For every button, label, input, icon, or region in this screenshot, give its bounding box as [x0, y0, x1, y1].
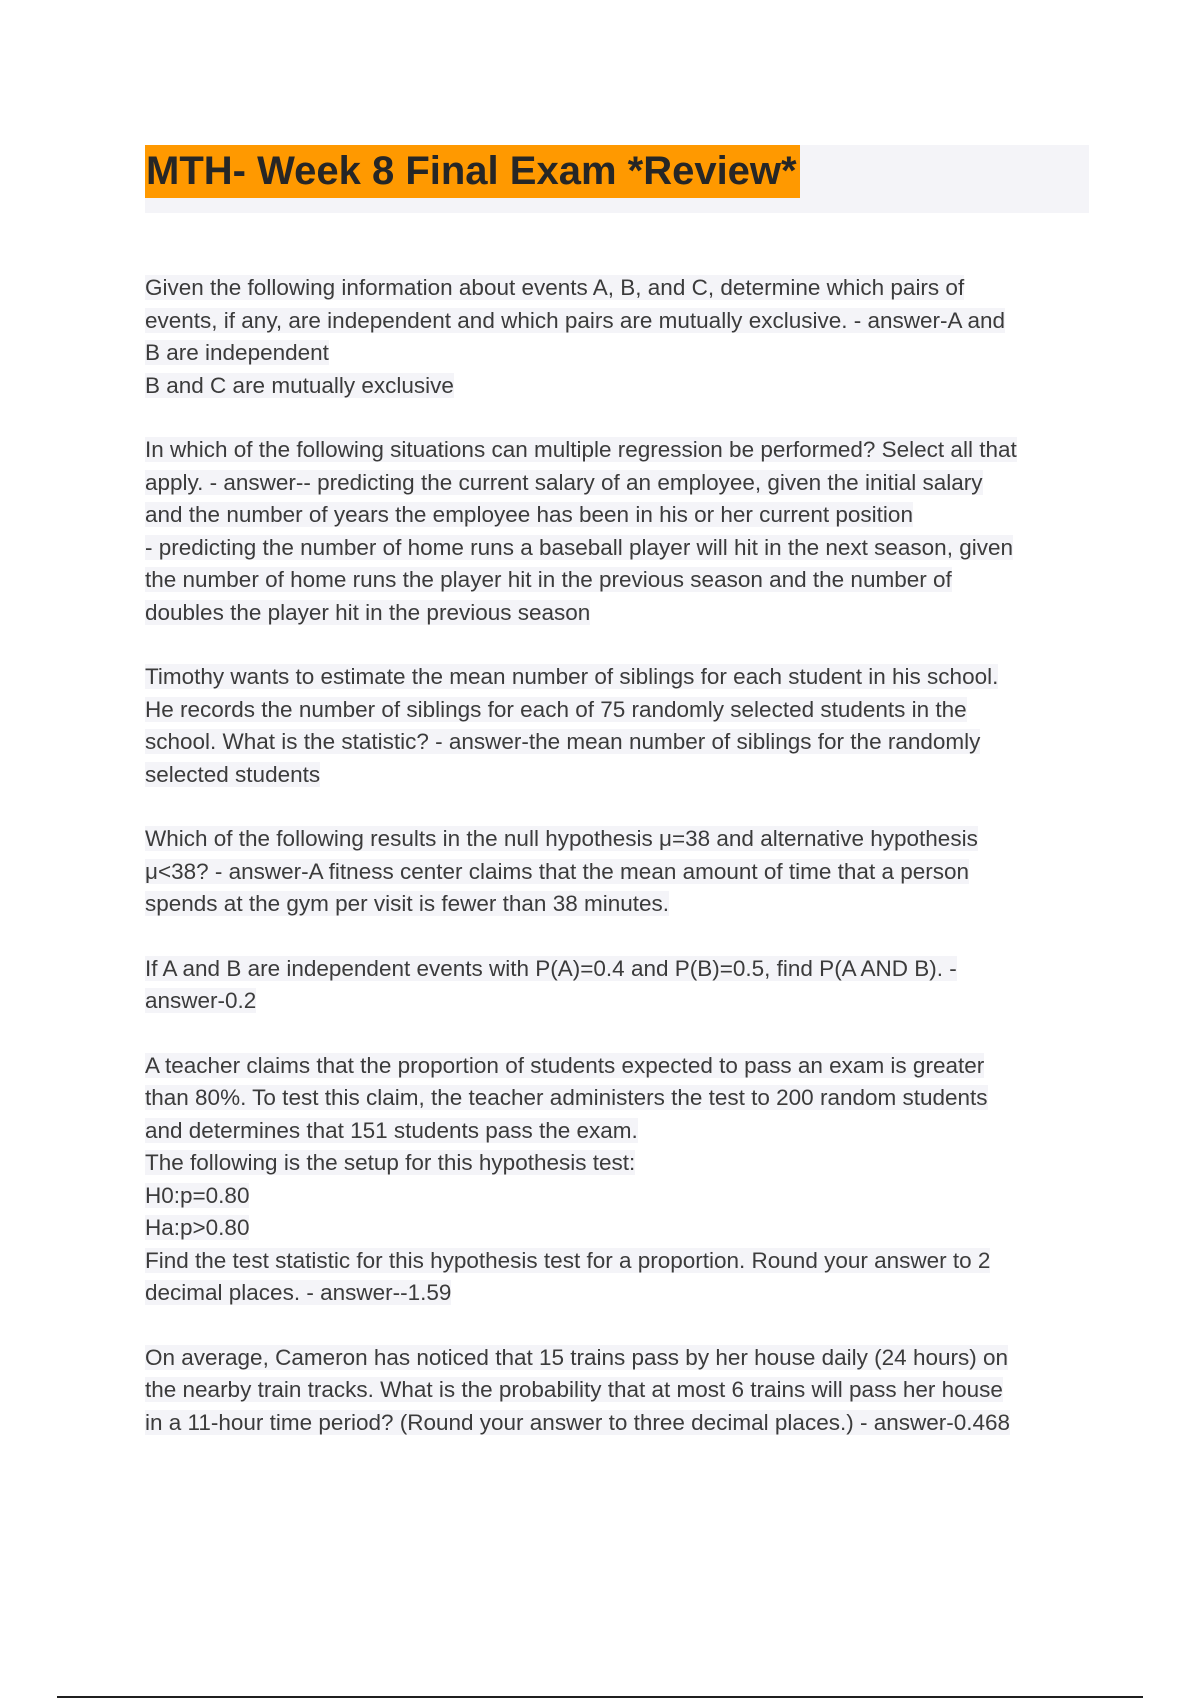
- text-line: Ha:p>0.80: [145, 1215, 250, 1240]
- text-line: the number of home runs the player hit in the previous season and the number of: [145, 567, 952, 592]
- text-line: events, if any, are independent and which pairs are mutually exclusive. - answer-A and: [145, 307, 1006, 333]
- qa-item-7: [145, 1342, 1090, 1440]
- text-line: If A and B are independent events with P(A)=0.4 and P(B)=0.5, find P(A AND B). -: [145, 955, 957, 981]
- text-line: school. What is the statistic? - answer-the mean number of siblings for the randomly: [145, 729, 981, 754]
- qa-item-3: [145, 661, 1090, 791]
- text-line: in a 11-hour time period? (Round your answer to three decimal places.) - answer-0.468: [145, 1409, 1011, 1435]
- text-line: the nearby train tracks. What is the probability that at most 6 trains will pass her house: [145, 1377, 1003, 1402]
- text-line: decimal places. - answer--1.59: [145, 1280, 452, 1305]
- qa-item-6: [145, 1050, 1090, 1310]
- text-line: μ<38? - answer-A fitness center claims that the mean amount of time that a person: [145, 858, 970, 884]
- text-line: answer-0.2: [145, 988, 257, 1013]
- qa-item-2: [145, 434, 1090, 629]
- text-line: A teacher claims that the proportion of students expected to pass an exam is greater: [145, 1052, 985, 1078]
- text-line: On average, Cameron has noticed that 15 trains pass by her house daily (24 hours) on: [145, 1344, 1008, 1370]
- qa-item-4: [145, 823, 1090, 921]
- text-line: apply. - answer-- predicting the current salary of an employee, given the initial salary: [145, 469, 983, 495]
- text-line: H0:p=0.80: [145, 1182, 250, 1208]
- text-line: doubles the player hit in the previous season: [145, 599, 591, 625]
- text-line: In which of the following situations can multiple regression be performed? Select all that: [145, 437, 1017, 462]
- text-line: B and C are mutually exclusive: [145, 372, 454, 398]
- text-line: Find the test statistic for this hypothesis test for a proportion. Round your answer to 2: [145, 1247, 991, 1273]
- text-line: - predicting the number of home runs a baseball player will hit in the next season, given: [145, 534, 1013, 560]
- text-line: selected students: [145, 761, 321, 787]
- text-line: He records the number of siblings for each of 75 randomly selected students in the: [145, 696, 967, 722]
- qa-list: [145, 272, 1090, 1471]
- qa-item-5: [145, 953, 1090, 1018]
- qa-item-1: [145, 272, 1090, 402]
- text-line: The following is the setup for this hypothesis test:: [145, 1150, 636, 1175]
- document-title: MTH- Week 8 Final Exam *Review*: [145, 145, 800, 198]
- bottom-divider: [57, 1696, 1143, 1698]
- text-line: than 80%. To test this claim, the teacher administers the test to 200 random students: [145, 1085, 988, 1110]
- text-line: Which of the following results in the null hypothesis μ=38 and alternative hypothesis: [145, 826, 978, 851]
- text-line: Given the following information about events A, B, and C, determine which pairs of: [145, 275, 965, 300]
- text-line: and determines that 151 students pass the exam.: [145, 1117, 638, 1143]
- text-line: Timothy wants to estimate the mean number of siblings for each student in his school.: [145, 664, 999, 689]
- text-line: spends at the gym per visit is fewer than 38 minutes.: [145, 891, 670, 916]
- text-line: B are independent: [145, 340, 329, 365]
- text-line: and the number of years the employee has been in his or her current position: [145, 502, 913, 527]
